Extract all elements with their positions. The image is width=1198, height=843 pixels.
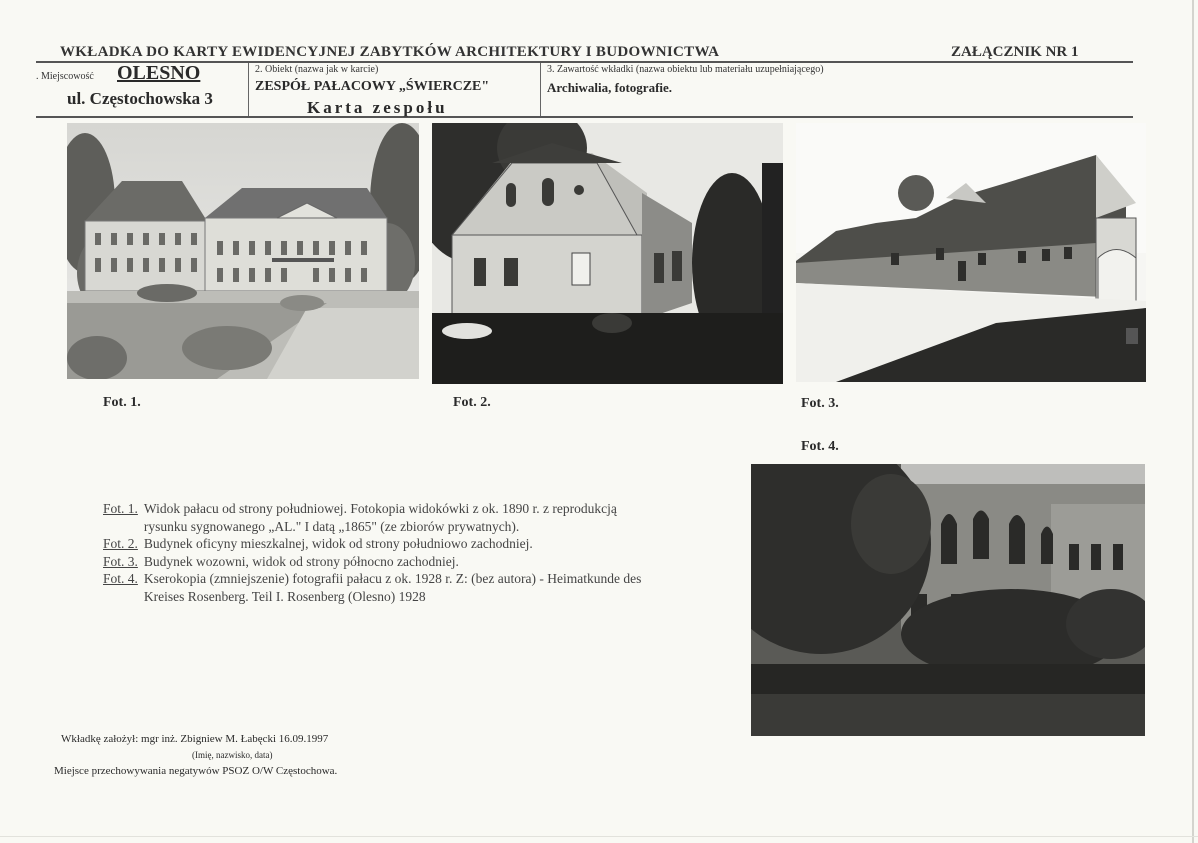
photo-3-caption: Fot. 3. xyxy=(801,396,839,411)
object-name: ZESPÓŁ PAŁACOWY „ŚWIERCZE" xyxy=(255,79,490,94)
photo-1-caption: Fot. 1. xyxy=(103,395,141,410)
content-label: 3. Zawartość wkładki (nazwa obiektu lub materiału uzupełniającego) xyxy=(547,64,824,75)
object-label: 2. Obiekt (nazwa jak w karcie) xyxy=(255,64,379,75)
description-row xyxy=(103,535,663,553)
description-key: Fot. 2. xyxy=(103,536,138,551)
paper-edge xyxy=(1192,0,1194,843)
description-key: Fot. 3. xyxy=(103,553,138,569)
paper-bottom-edge xyxy=(0,836,1198,837)
photo-2-caption: Fot. 2. xyxy=(453,395,491,410)
author-line: Wkładkę założył: mgr inż. Zbigniew M. Łabęcki 16.09.1997 xyxy=(61,733,329,745)
content-value: Archiwalia, fotografie. xyxy=(547,80,673,95)
photo-4-caption: Fot. 4. xyxy=(801,439,839,454)
description-text: Budynek oficyny mieszkalnej, widok od strony południowo zachodniej. xyxy=(143,536,533,551)
description-key: Fot. 1. xyxy=(103,501,138,516)
negatives-storage: Miejsce przechowywania negatywów PSOZ O/W Częstochowa. xyxy=(54,765,338,777)
street-address: ul. Częstochowska 3 xyxy=(67,89,213,108)
photo-2-residential-outbuilding xyxy=(432,123,783,384)
object-subtitle: Karta zespołu xyxy=(307,98,448,117)
field-separator-1 xyxy=(248,63,249,118)
photo-1-palace-drawing xyxy=(67,123,419,379)
photo-descriptions xyxy=(103,500,663,605)
photo-4-palace-1928 xyxy=(751,464,1145,736)
description-text: Budynek wozowni, widok od strony północno zachodniej. xyxy=(143,553,459,569)
description-row xyxy=(103,553,663,571)
field-separator-2 xyxy=(540,63,541,118)
description-row xyxy=(103,500,663,535)
document-title: WKŁADKA DO KARTY EWIDENCYJNEJ ZABYTKÓW ARCHITEKTURY I BUDOWNICTWA xyxy=(60,44,720,60)
description-key: Fot. 4. xyxy=(103,571,138,586)
header-rule-bottom xyxy=(36,116,1133,118)
place-name: OLESNO xyxy=(117,62,201,84)
place-label: . Miejscowość xyxy=(36,71,94,82)
description-text: Widok pałacu od strony południowej. Fotokopia widokówki z ok. 1890 r. z reprodukcją rysunku sygnowanego „AL." I datą „1865" (ze zbiorów prywatnych). xyxy=(143,501,617,534)
author-hint: (Imię, nazwisko, data) xyxy=(192,750,273,760)
header-rule-top xyxy=(36,61,1133,63)
description-text: Kserokopia (zmniejszenie) fotografii pałacu z ok. 1928 r. Z: (bez autora) - Heimatkunde des Kreises Rosenberg. Teil I. Rosenberg (Olesno) 1928 xyxy=(143,571,642,604)
photo-3-coach-house xyxy=(796,123,1146,382)
description-row xyxy=(103,570,663,605)
annex-number: ZAŁĄCZNIK NR 1 xyxy=(951,44,1079,60)
